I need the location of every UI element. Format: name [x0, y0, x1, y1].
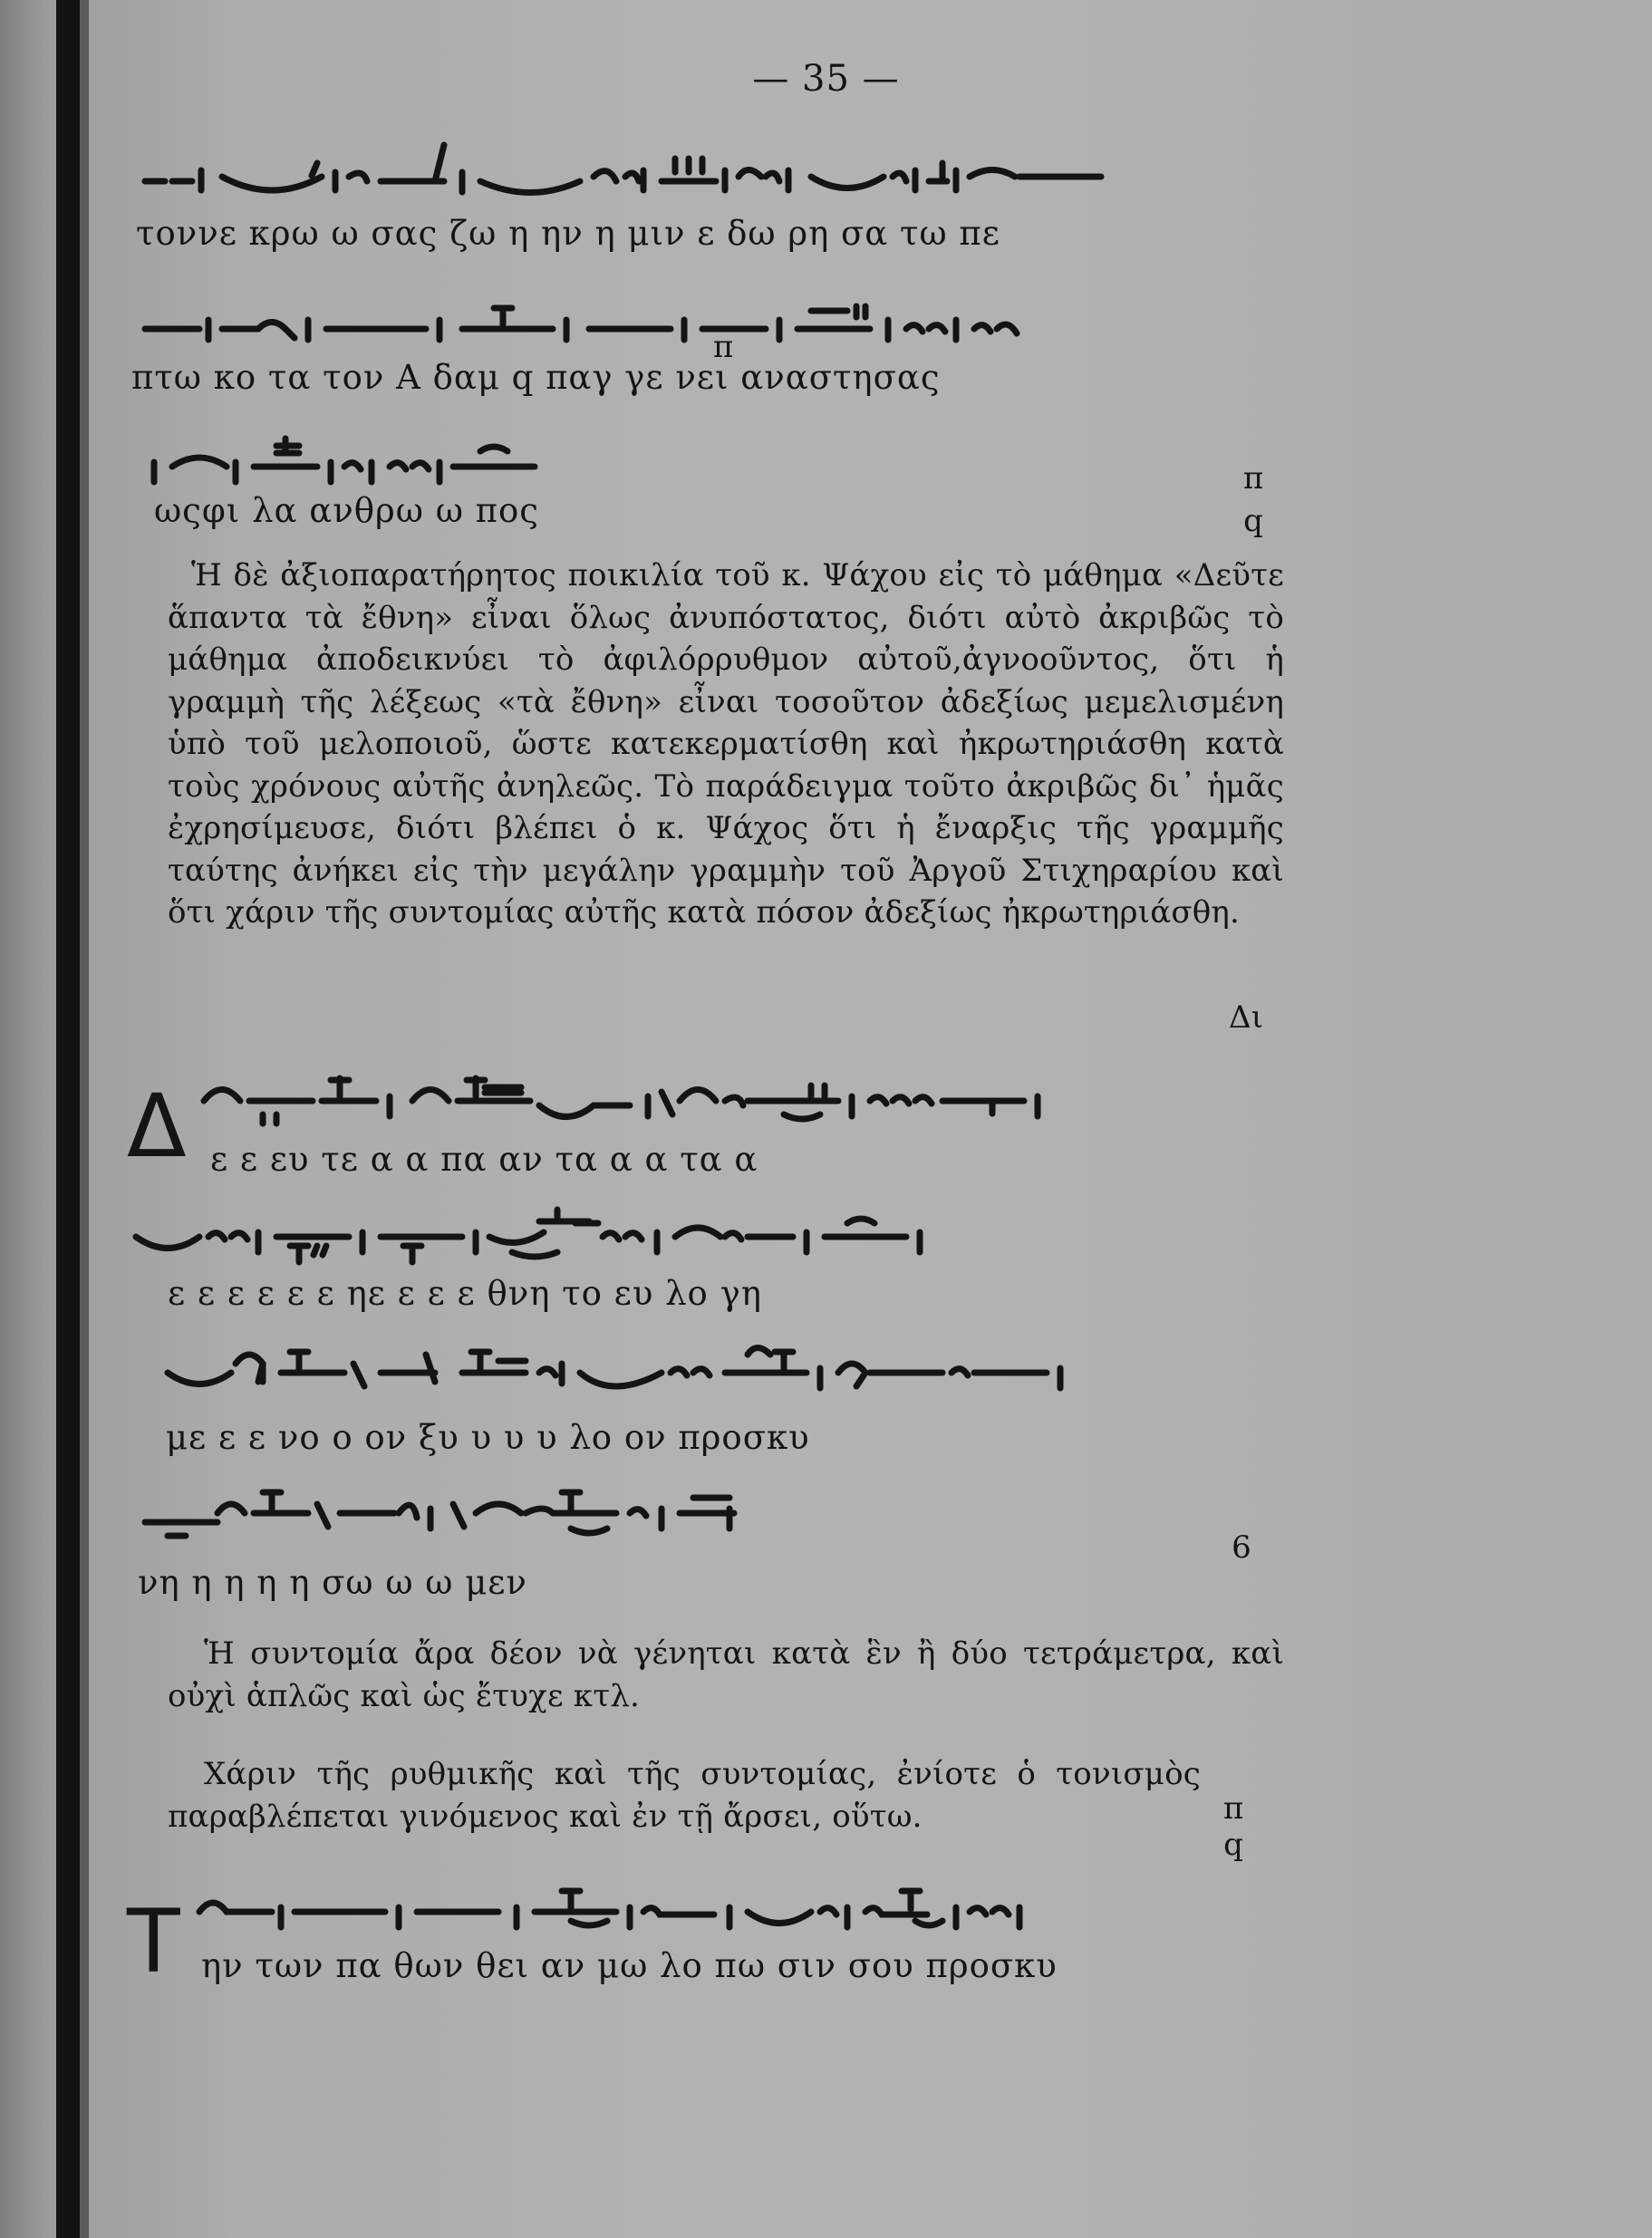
neume-row-6 [163, 1332, 1278, 1413]
mode-mark-q: q [1243, 503, 1263, 539]
page-number: — 35 — [752, 58, 900, 100]
lyric-line: ωςφι λα ανθρω ω πος [154, 491, 539, 530]
lyric-line: ε ε ε ε ε ε ηε ε ε ε θνη το ευ λο γη [168, 1274, 762, 1313]
mode-mark-pi: π [712, 329, 734, 365]
body-paragraph: Χάριν τῆς ρυθμικῆς καὶ τῆς συντομίας, ἐνίοτε ὁ τονισμὸς παραβλέπεται γινόμενος καὶ ἐν τῇ ἄρσει, οὕτω. [168, 1756, 1201, 1835]
mode-mark-di: Δι [1229, 999, 1263, 1036]
neume-row-1 [136, 127, 1314, 199]
lyric-line: ην των πα θων θει αν μω λο πω σιν σου προσκυ [201, 1946, 1058, 1985]
drop-capital: Δ [127, 1076, 187, 1177]
neume-row-4 [195, 1060, 1282, 1133]
mode-mark-pi: π [1242, 460, 1264, 497]
book-spine [56, 0, 80, 2238]
lyric-line: τοννε κρω ω σας ζω η ην η μιν ε δω ρη σα τω πε [136, 214, 1000, 253]
body-paragraph: Ἡ δὲ ἀξιοπαρατήρητος ποικιλία τοῦ κ. Ψάχου εἰς τὸ μάθημα «Δεῦτε ἅπαντα τὰ ἔθνη» εἶναι ὅλως ἀνυπόστατος, διότι αὐτὸ ἀκριβῶς τὸ μάθημα ἀποδεικνύει τὸ ἀφιλόρρυθμον αὐτοῦ,ἀγνοοῦντος, ὅτι ἡ γραμμὴ τῆς λέξεως «τὰ ἔθνη» εἶναι τοσοῦτον ἀδεξίως μεμελισμένη ὑπὸ τοῦ μελοποιοῦ, ὥστε κατεκερματίσθη καὶ ἠκρωτηριάσθη κατὰ τοὺς χρόνους αὐτῆς ἀνηλεῶς. Τὸ παράδειγμα τοῦτο ἀκριβῶς δι᾽ ἡμᾶς ἐχρησίμευσε, διότι βλέπει ὁ κ. Ψάχος ὅτι ἡ ἔναρξις τῆς γραμμῆς ταύτης ἀνήκει εἰς τὴν μεγάλην γραμμὴν τοῦ Ἀργοῦ Στιχηραρίου καὶ ὅτι χάριν τῆς συντομίας αὐτῆς κατὰ πόσον ἀδεξίως ἠκρωτηριάσθη. [168, 557, 1284, 931]
end-mark: 6 [1232, 1529, 1251, 1566]
lyric-line: ε ε ευ τε α α πα αν τα α α τα α [210, 1140, 758, 1179]
mode-mark-pi: π [1222, 1790, 1244, 1827]
lyric-line: νη η η η η σω ω ω μεν [138, 1563, 527, 1602]
neume-row-3 [136, 426, 680, 489]
body-paragraph: Ἡ συντομία ἄρα δέον νὰ γένηται κατὰ ἓν ἢ δύο τετράμετρα, καὶ οὐχὶ ἁπλῶς καὶ ὡς ἔτυχε κτλ. [168, 1635, 1284, 1714]
neume-row-5 [131, 1196, 1282, 1269]
neume-row-8 [190, 1871, 1287, 1944]
lyric-line: πτω κο τα τον Α δαμ q παγ γε νει αναστησας [131, 358, 941, 397]
mode-mark-q: q [1223, 1827, 1243, 1863]
drop-capital: Τ [127, 1891, 180, 1992]
lyric-line: με ε ε νο ο ον ξυ υ υ υ λο ον προσκυ [166, 1418, 810, 1457]
neume-row-7 [127, 1472, 942, 1554]
book-spine-edge [80, 0, 89, 2238]
